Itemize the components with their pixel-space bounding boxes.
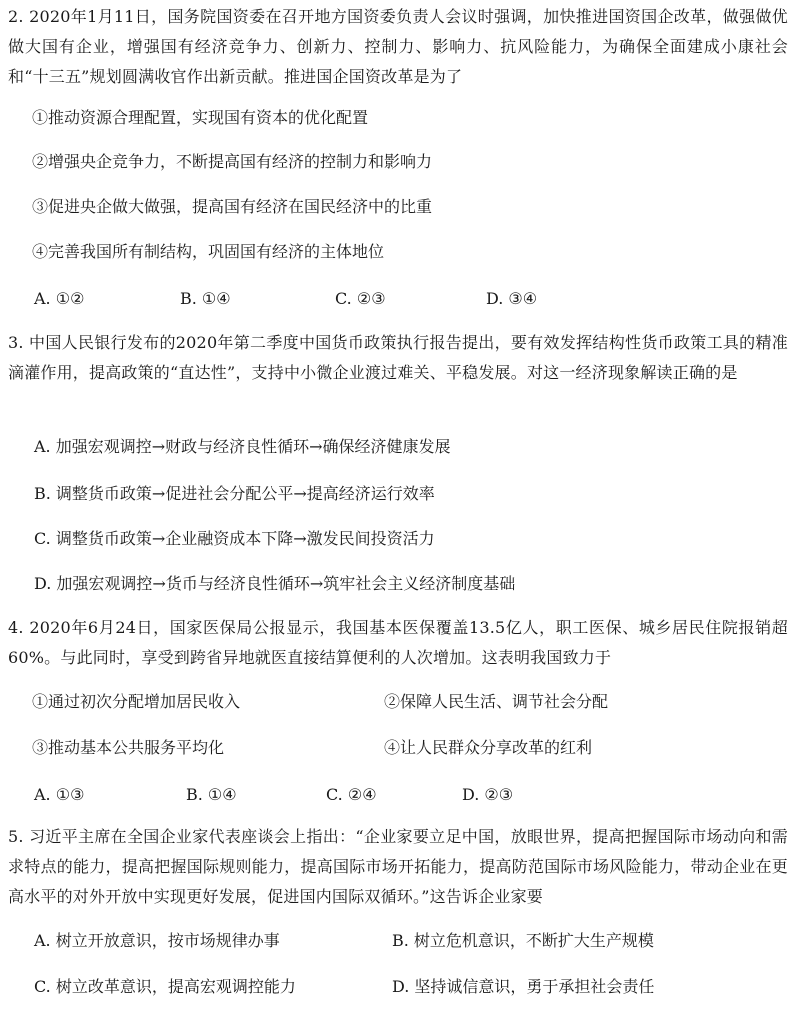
question-5-option-b: B. 树立危机意识，不断扩大生产规模: [392, 931, 654, 950]
question-5-stem: 5. 习近平主席在全国企业家代表座谈会上指出：“企业家要立足中国，放眼世界，提高把握国际市场动向和需求特点的能力，提高把握国际规则能力，提高国际市场开拓能力，提高防范国际市场风险能力，带动企业在更高水平的对外开放中实现更好发展，促进国内国际双循环。”这告诉企业家要: [8, 827, 788, 906]
question-2-statement-1: ①推动资源合理配置，实现国有资本的优化配置: [32, 108, 369, 127]
question-3-option-c: C. 调整货币政策→企业融资成本下降→激发民间投资活力: [34, 529, 435, 548]
question-4-statement-4: ④让人民群众分享改革的红利: [384, 738, 593, 757]
question-4-option-b: B. ①④: [186, 785, 237, 804]
question-2-option-d: D. ③④: [486, 289, 538, 308]
question-5-option-d: D. 坚持诚信意识，勇于承担社会责任: [392, 977, 655, 996]
question-3-stem: 3. 中国人民银行发布的2020年第二季度中国货币政策执行报告提出，要有效发挥结构性货币政策工具的精准滴灌作用，提高政策的“直达性”，支持中小微企业渡过难关、平稳发展。对这一经济现象解读正确的是: [8, 333, 788, 382]
question-2-statement-2: ②增强央企竞争力，不断提高国有经济的控制力和影响力: [32, 152, 433, 171]
question-4-statement-2: ②保障人民生活、调节社会分配: [384, 692, 609, 711]
question-4-statement-1: ①通过初次分配增加居民收入: [32, 692, 241, 711]
question-3-option-a: A. 加强宏观调控→财政与经济良性循环→确保经济健康发展: [34, 437, 451, 456]
question-2-statement-3: ③促进央企做大做强，提高国有经济在国民经济中的比重: [32, 197, 433, 216]
question-5-option-c: C. 树立改革意识，提高宏观调控能力: [34, 977, 296, 996]
question-2-stem: 2. 2020年1月11日，国务院国资委在召开地方国资委负责人会议时强调，加快推进国资国企改革，做强做优做大国有企业，增强国有经济竞争力、创新力、控制力、影响力、抗风险能力，为确保全面建成小康社会和“十三五”规划圆满收官作出新贡献。推进国企国资改革是为了: [8, 7, 788, 86]
question-5-option-a: A. 树立开放意识，按市场规律办事: [34, 931, 280, 950]
question-2-option-a: A. ①②: [34, 289, 85, 308]
question-4-option-a: A. ①③: [34, 785, 85, 804]
question-2-option-c: C. ②③: [335, 289, 386, 308]
question-3-option-b: B. 调整货币政策→促进社会分配公平→提高经济运行效率: [34, 484, 435, 503]
question-4-option-c: C. ②④: [326, 785, 377, 804]
question-3-option-d: D. 加强宏观调控→货币与经济良性循环→筑牢社会主义经济制度基础: [34, 574, 516, 593]
question-4-option-d: D. ②③: [462, 785, 514, 804]
question-4-stem: 4. 2020年6月24日，国家医保局公报显示，我国基本医保覆盖13.5亿人，职工医保、城乡居民住院报销超60%。与此同时，享受到跨省异地就医直接结算便利的人次增加。这表明我国致力于: [8, 618, 788, 667]
question-2-option-b: B. ①④: [180, 289, 231, 308]
question-2-statement-4: ④完善我国所有制结构，巩固国有经济的主体地位: [32, 242, 385, 261]
question-4-statement-3: ③推动基本公共服务平均化: [32, 738, 225, 757]
